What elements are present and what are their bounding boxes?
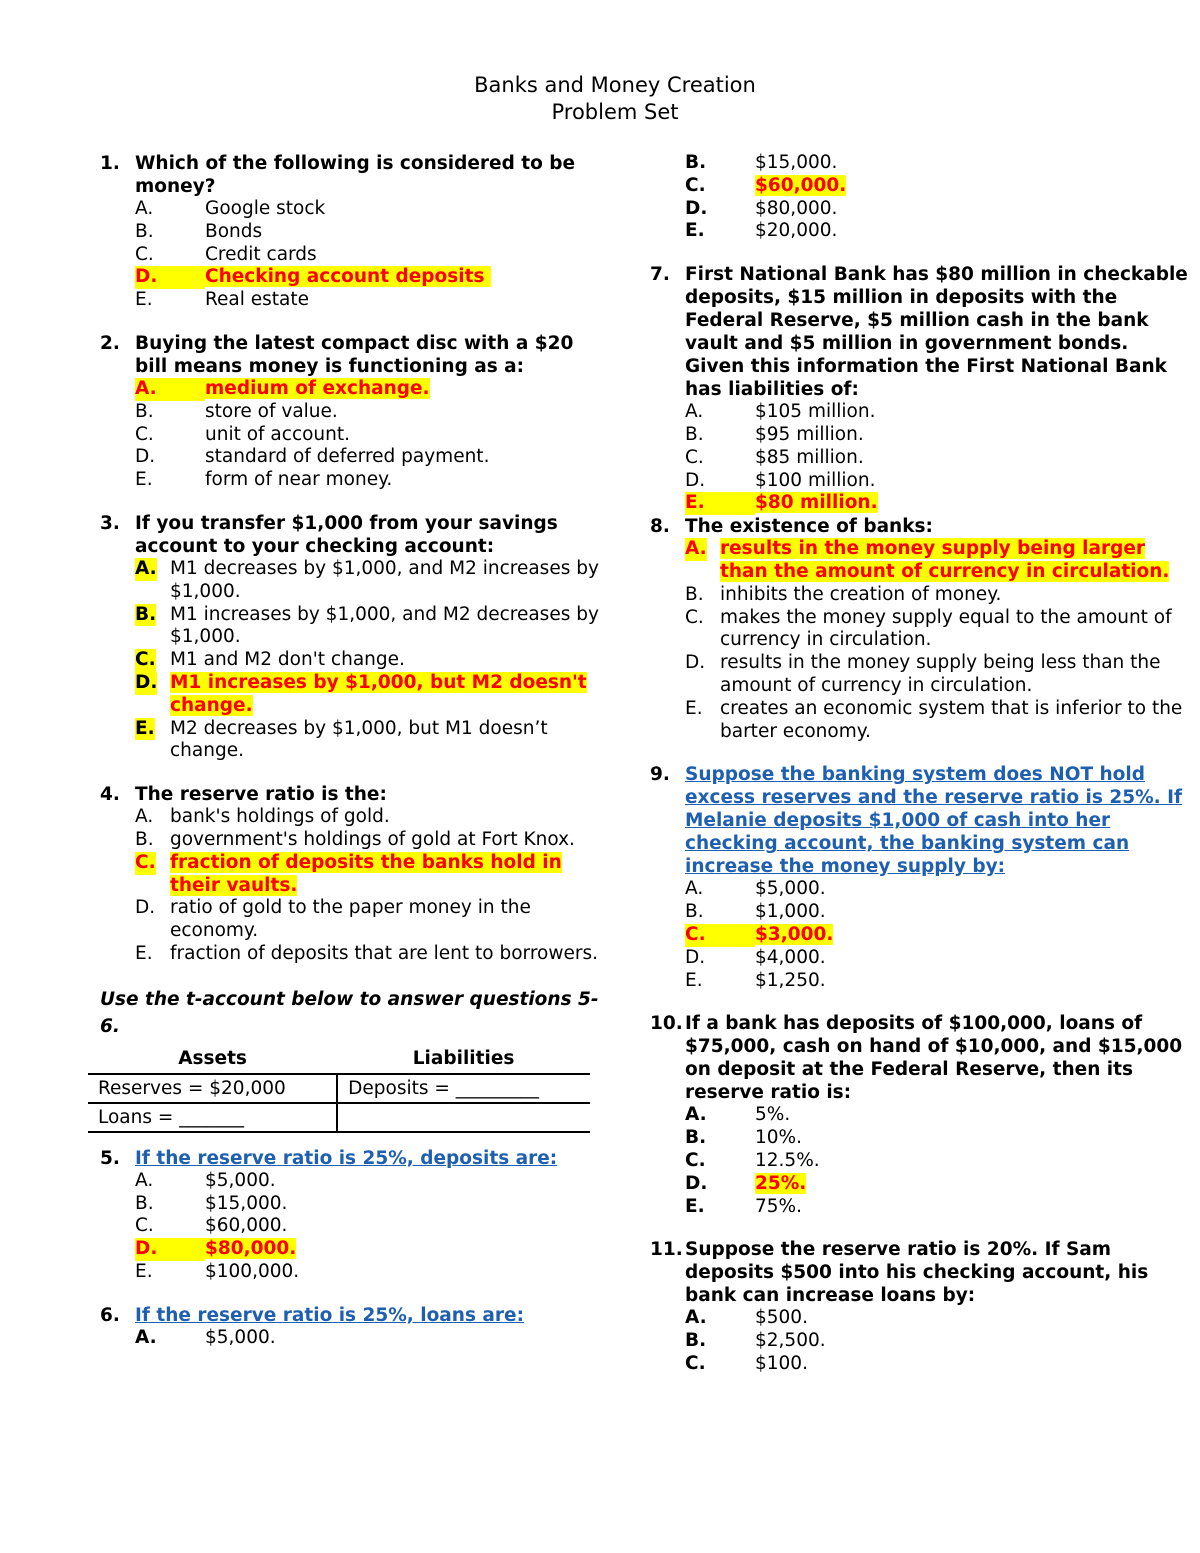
question-7: [650, 263, 1190, 515]
option-d: D. ratio of gold to the paper money in the economy.: [135, 897, 531, 942]
t-account-instruction: Use the t-account below to answer questions 5-6.: [100, 988, 599, 1037]
option-e: E. creates an economic system that is inferior to the barter economy.: [685, 697, 1183, 742]
option-e: E. 75%.: [685, 1195, 802, 1217]
option-c: C. $85 million.: [685, 446, 864, 468]
option-a: A. Google stock: [135, 198, 326, 219]
option-c: C. makes the money supply equal to the amount of currency in circulation.: [685, 606, 1172, 651]
option-b: B. store of value.: [135, 400, 338, 422]
question-5: [100, 1147, 600, 1284]
option-d-correct: D. 25%.: [685, 1172, 807, 1194]
option-e: E. $1,250.: [685, 969, 826, 991]
option-d: D. $100 million.: [685, 469, 876, 491]
t-account-table: [88, 1048, 590, 1133]
question-3: [100, 512, 600, 763]
option-c: C. 12.5%.: [685, 1149, 820, 1171]
option-a-correct: A. medium of exchange.: [135, 377, 430, 399]
question-text: The reserve ratio is the:: [135, 784, 387, 806]
left-column: [100, 152, 600, 1370]
question-8: [650, 515, 1190, 743]
option-d-correct: D. $80,000.: [135, 1238, 297, 1260]
option-b: B. $2,500.: [685, 1330, 826, 1352]
question-6: [100, 1304, 600, 1350]
question-number: 5.: [100, 1147, 120, 1169]
option-c-correct: C. fraction of deposits the banks hold in their vaults.: [135, 851, 562, 896]
option-c: C. Credit cards: [135, 243, 317, 265]
option-b: B. $95 million.: [685, 423, 864, 445]
right-column: [650, 152, 1190, 1396]
question-10: [650, 1012, 1190, 1218]
question-4: [100, 783, 600, 966]
liabilities-header: Liabilities: [337, 1048, 590, 1074]
option-b: B. Bonds: [135, 220, 263, 242]
question-text: If the reserve ratio is 25%, loans are:: [135, 1304, 524, 1326]
question-text: Which of the following is considered to be money?: [135, 153, 576, 197]
title-line: Banks and Money Creation: [474, 73, 756, 97]
question-11: [650, 1238, 1190, 1375]
option-c: C. M1 and M2 don't change.: [135, 649, 405, 671]
option-c: C. $60,000.: [135, 1215, 288, 1237]
question-number: 2.: [100, 332, 120, 354]
question-text: First National Bank has $80 million in checkable deposits, $15 million in deposits with the Federal Reserve, $5 million cash in the bank vault and $5 million in government bonds. Given this information the First National Bank has liabilities of:: [685, 264, 1188, 401]
option-b: B. $15,000.: [685, 152, 838, 173]
question-number: 10.: [650, 1013, 683, 1035]
question-number: 11.: [650, 1239, 683, 1261]
option-d: D. $4,000.: [685, 946, 826, 968]
option-a: A. $5,000.: [135, 1169, 276, 1191]
document-title: [0, 72, 1200, 126]
question-number: 3.: [100, 512, 120, 534]
question-number: 8.: [650, 516, 670, 538]
option-a: A. $5,000.: [685, 878, 826, 900]
option-d-correct: D. M1 increases by $1,000, but M2 doesn't change.: [135, 671, 587, 716]
question-6-continued: [650, 152, 1190, 243]
option-e-correct: E. $80 million.: [685, 492, 878, 514]
subtitle-line: Problem Set: [551, 100, 679, 124]
option-e: E. $20,000.: [685, 220, 838, 242]
option-e: E. form of near money.: [135, 469, 393, 491]
option-d-correct: D. Checking account deposits: [100, 266, 600, 289]
question-number: 7.: [650, 264, 670, 286]
option-b: B. $1,000.: [685, 901, 826, 923]
option-b: B. M1 increases by $1,000, and M2 decreases by $1,000.: [135, 603, 599, 648]
question-number: 6.: [100, 1304, 120, 1326]
question-number: 4.: [100, 784, 120, 806]
option-a: A. bank's holdings of gold.: [135, 806, 390, 828]
option-c: C. $100.: [685, 1352, 808, 1374]
question-text: If a bank has deposits of $100,000, loans of $75,000, cash on hand of $10,000, and $15,000 on deposit at the Federal Reserve, then its reserve ratio is:: [685, 1013, 1183, 1104]
option-d: D. standard of deferred payment.: [135, 446, 490, 468]
option-a: A. $5,000.: [135, 1326, 276, 1348]
loans-cell: Loans = _______: [88, 1103, 337, 1132]
question-text: Suppose the reserve ratio is 20%. If Sam deposits $500 into his checking account, his bank can increase loans by:: [685, 1239, 1149, 1307]
assets-header: Assets: [88, 1048, 337, 1074]
option-c-correct: C. $60,000.: [685, 174, 847, 196]
question-9: [650, 763, 1190, 992]
option-b: B. inhibits the creation of money.: [685, 583, 1002, 605]
option-e: E. $100,000.: [135, 1260, 300, 1282]
question-text: The existence of banks:: [685, 516, 933, 538]
option-b: B. government's holdings of gold at Fort Knox.: [135, 828, 575, 850]
option-a: A. M1 decreases by $1,000, and M2 increases by $1,000.: [135, 557, 599, 602]
empty-cell: [337, 1103, 590, 1132]
option-a: A. 5%.: [685, 1104, 791, 1126]
question-text: If you transfer $1,000 from your savings account to your checking account:: [135, 512, 558, 557]
question-1: [100, 152, 600, 312]
option-d: D. results in the money supply being less than the amount of currency in circulation.: [685, 652, 1161, 696]
option-e: E. fraction of deposits that are lent to borrowers.: [135, 942, 598, 964]
question-number: 1.: [100, 153, 120, 174]
question-number: 9.: [650, 764, 670, 786]
option-a: A. $500.: [685, 1307, 808, 1329]
reserves-cell: Reserves = $20,000: [88, 1074, 337, 1103]
option-a: A. $105 million.: [685, 401, 876, 423]
option-e: E. Real estate: [135, 289, 310, 311]
option-c-correct: C. $3,000.: [685, 923, 834, 945]
option-b: B. 10%.: [685, 1127, 802, 1149]
deposits-cell: Deposits = _________: [337, 1074, 590, 1103]
option-c: C. unit of account.: [135, 423, 351, 445]
question-text: Buying the latest compact disc with a $20 bill means money is functioning as a:: [135, 332, 574, 377]
question-text: If the reserve ratio is 25%, deposits are:: [135, 1147, 558, 1169]
question-2: [100, 332, 600, 492]
question-text: Suppose the banking system does NOT hold excess reserves and the reserve ratio is 25%. If Melanie deposits $1,000 of cash into her checking account, the banking system can increase the money supply by:: [685, 764, 1183, 878]
option-a-correct: A. results in the money supply being larger than the amount of currency in circulation.: [685, 538, 1170, 582]
option-d: D. $80,000.: [685, 197, 838, 219]
option-b: B. $15,000.: [135, 1192, 288, 1214]
option-e: E. M2 decreases by $1,000, but M1 doesn’t change.: [135, 717, 548, 762]
